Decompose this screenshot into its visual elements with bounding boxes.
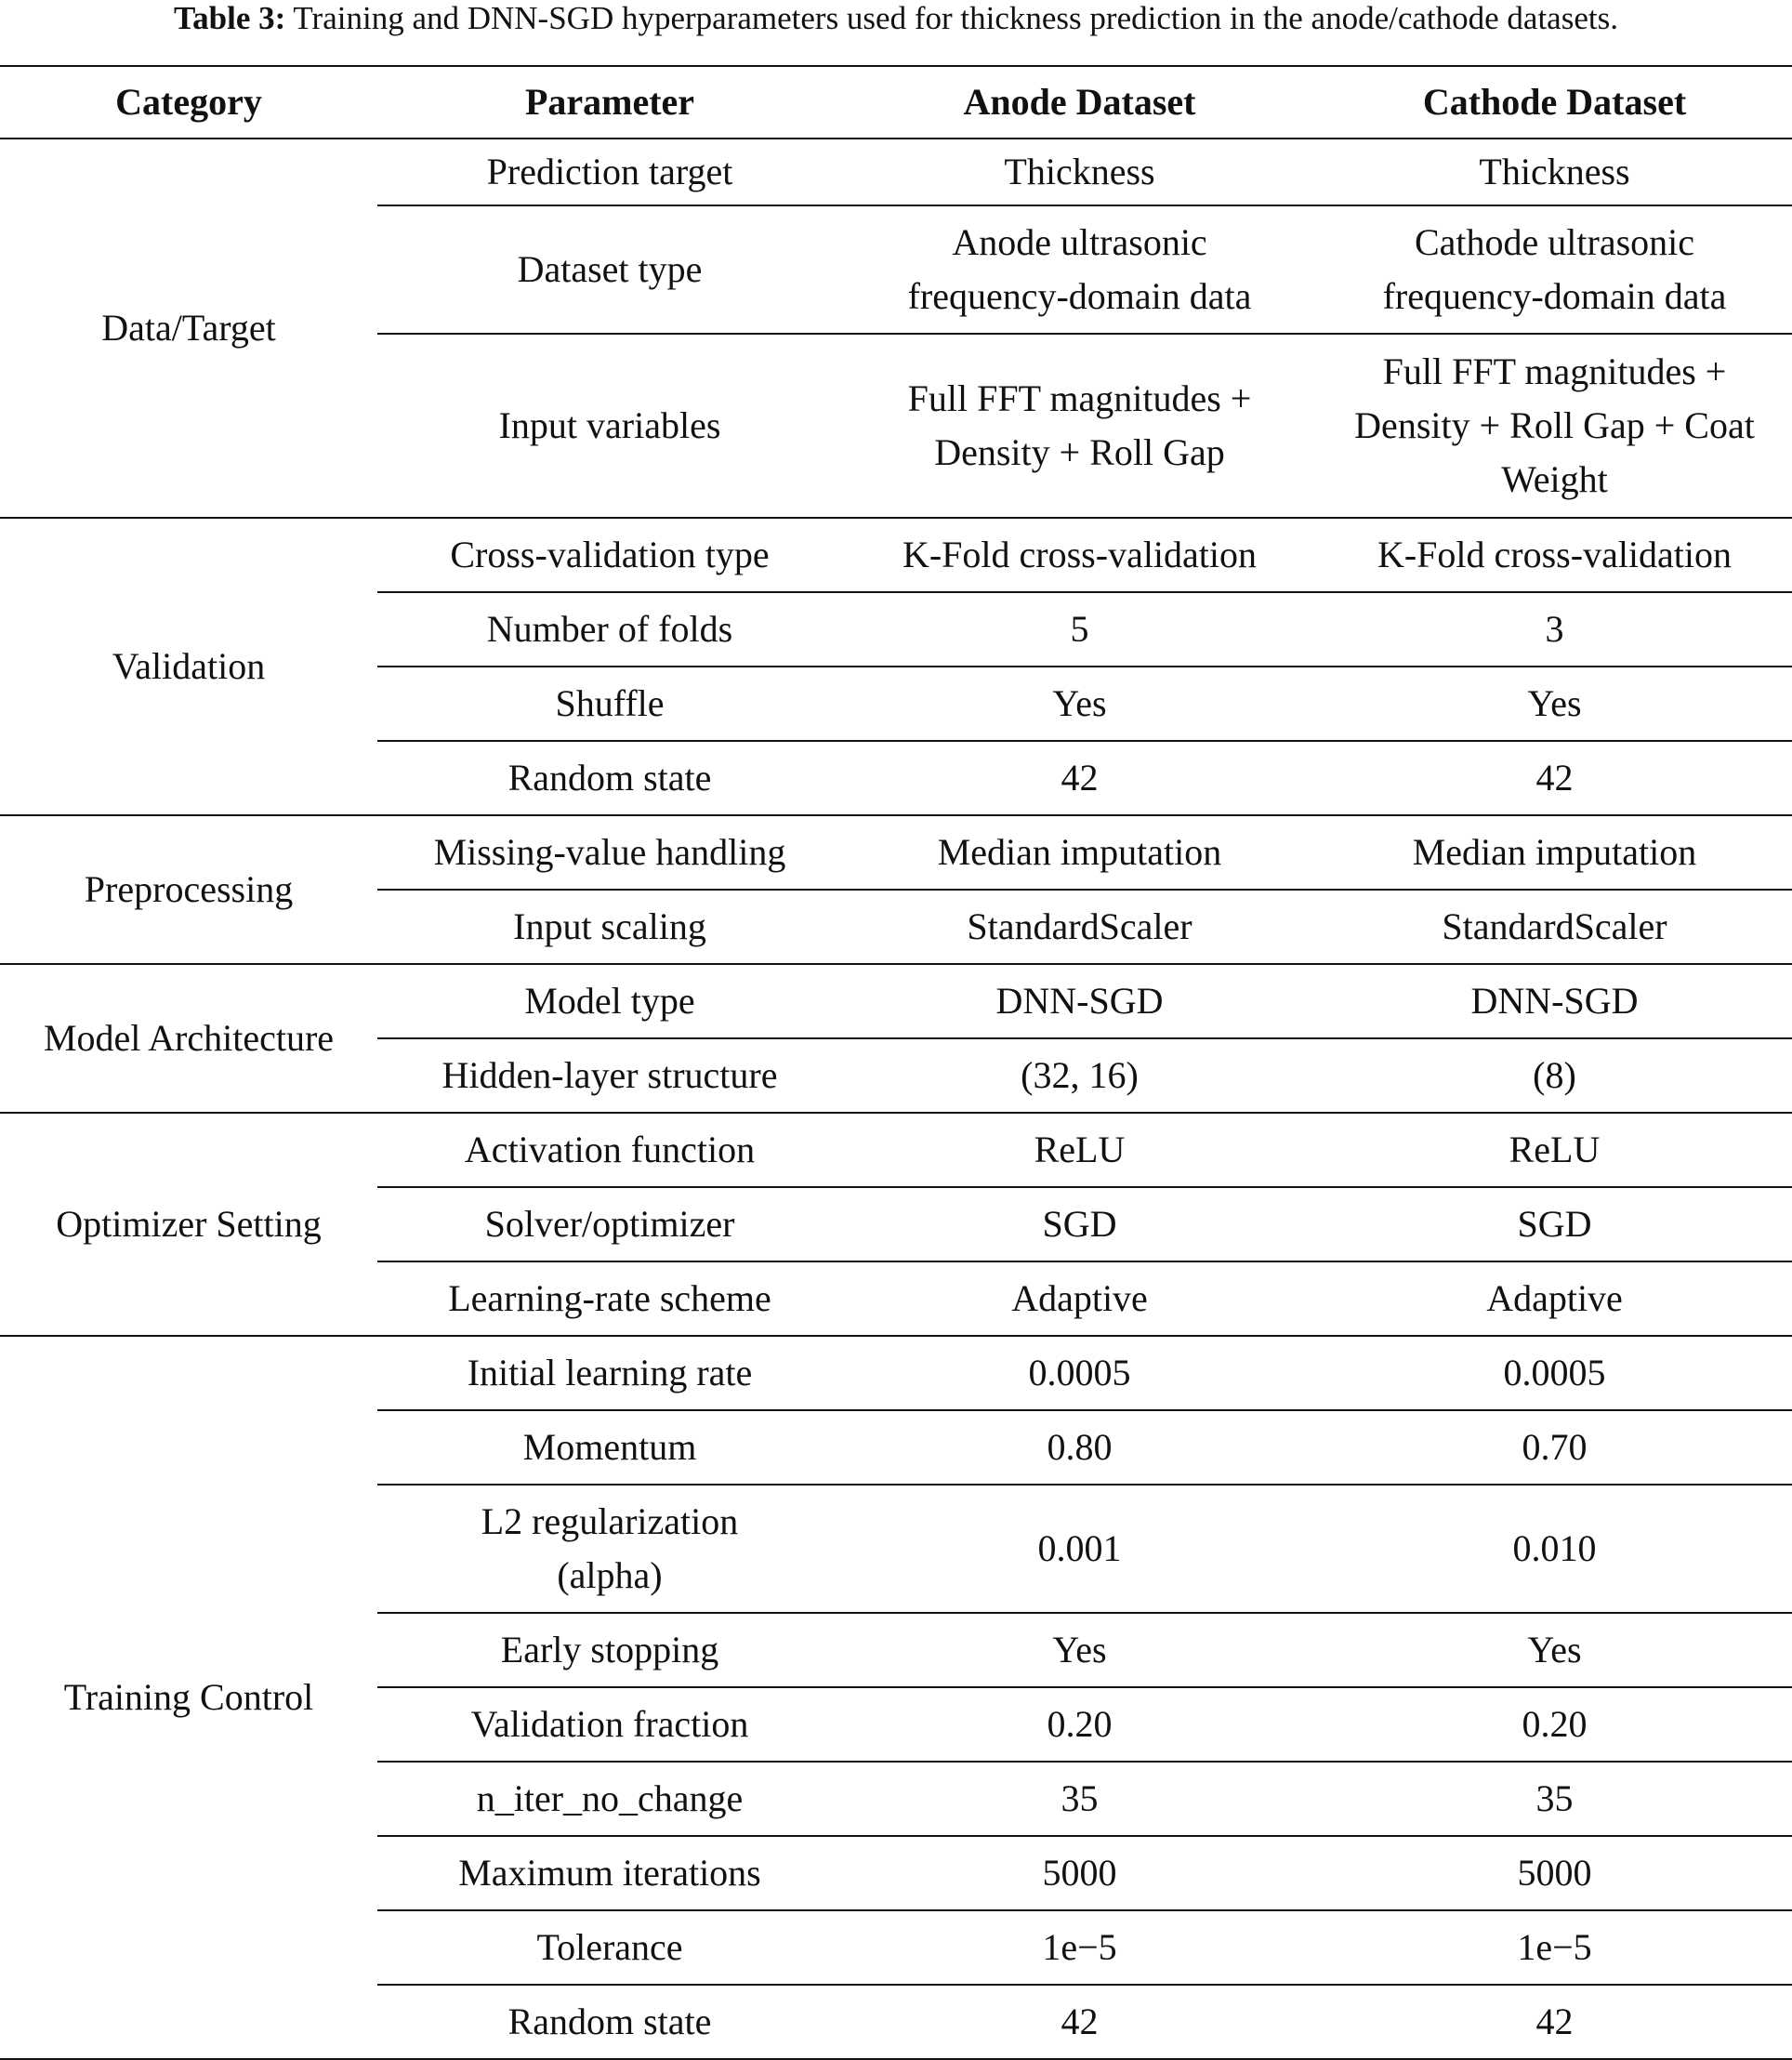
caption-text: Training and DNN-SGD hyperparameters used for thickness prediction in the anode/cathode datasets. [293, 0, 1618, 36]
anode-cell [842, 1113, 1317, 1187]
table-row [0, 964, 1792, 1038]
anode-text: 0.001 [1037, 1527, 1122, 1569]
anode-text: (32, 16) [1021, 1054, 1139, 1096]
parameter-text: L2 regularization (alpha) [481, 1500, 739, 1596]
table-row [0, 1336, 1792, 1410]
cathode-text: 0.0005 [1503, 1352, 1606, 1393]
cathode-text: DNN-SGD [1470, 980, 1639, 1022]
cathode-cell [1317, 1410, 1792, 1485]
anode-text: SGD [1042, 1203, 1117, 1245]
table-caption [0, 0, 1792, 37]
cathode-text: 0.010 [1512, 1527, 1597, 1569]
anode-text: ReLU [1034, 1129, 1126, 1170]
anode-text: Anode ultrasonic frequency-domain data [907, 221, 1252, 317]
cathode-cell [1317, 1485, 1792, 1613]
cathode-text: 5000 [1517, 1852, 1592, 1894]
parameter-text: Hidden-layer structure [441, 1054, 778, 1096]
anode-cell [842, 334, 1317, 518]
parameter-cell [377, 667, 842, 741]
cathode-cell [1317, 890, 1792, 964]
cathode-text: 35 [1535, 1777, 1574, 1819]
anode-cell [842, 1836, 1317, 1910]
parameter-text: Maximum iterations [458, 1852, 761, 1894]
anode-text: 42 [1061, 757, 1099, 799]
cathode-cell [1317, 592, 1792, 667]
parameter-cell [377, 1187, 842, 1261]
parameter-cell [377, 205, 842, 334]
cathode-text: Median imputation [1412, 831, 1697, 873]
header-category: Category [0, 66, 377, 139]
parameter-cell [377, 139, 842, 205]
cathode-cell [1317, 1836, 1792, 1910]
parameter-text: Cross-validation type [450, 534, 770, 575]
cathode-text: 42 [1535, 2001, 1574, 2042]
parameter-text: Initial learning rate [467, 1352, 753, 1393]
parameter-cell [377, 890, 842, 964]
parameter-text: Number of folds [486, 608, 733, 650]
parameter-text: Momentum [522, 1426, 697, 1468]
cathode-cell [1317, 964, 1792, 1038]
anode-cell [842, 1762, 1317, 1836]
anode-text: 35 [1061, 1777, 1099, 1819]
cathode-cell [1317, 1187, 1792, 1261]
parameter-text: Validation fraction [470, 1703, 749, 1745]
cathode-text: Thickness [1479, 151, 1630, 192]
anode-text: 0.20 [1047, 1703, 1113, 1745]
parameter-cell [377, 1985, 842, 2059]
cathode-text: Adaptive [1486, 1277, 1623, 1319]
cathode-text: 0.70 [1522, 1426, 1588, 1468]
anode-text: Median imputation [937, 831, 1222, 873]
anode-text: DNN-SGD [995, 980, 1164, 1022]
header-parameter: Parameter [377, 66, 842, 139]
parameter-cell [377, 592, 842, 667]
table-row [0, 139, 1792, 205]
cathode-cell [1317, 1336, 1792, 1410]
cathode-cell [1317, 518, 1792, 592]
anode-text: Yes [1052, 682, 1107, 724]
category-cell: Data/Target [0, 139, 377, 518]
parameter-text: Activation function [464, 1129, 756, 1170]
category-cell: Validation [0, 518, 377, 815]
parameter-text: n_iter_no_change [476, 1777, 744, 1819]
anode-cell [842, 815, 1317, 890]
cathode-text: K-Fold cross-validation [1377, 534, 1733, 575]
anode-text: 0.0005 [1028, 1352, 1131, 1393]
cathode-text: 42 [1535, 757, 1574, 799]
anode-text: 5 [1070, 608, 1089, 650]
cathode-cell [1317, 1687, 1792, 1762]
header-cathode: Cathode Dataset [1317, 66, 1792, 139]
anode-cell [842, 1187, 1317, 1261]
caption-label: Table 3: [174, 0, 286, 36]
table-header-row [0, 66, 1792, 139]
cathode-text: StandardScaler [1442, 905, 1667, 947]
anode-cell [842, 1613, 1317, 1687]
anode-cell [842, 667, 1317, 741]
parameter-cell [377, 1038, 842, 1113]
parameter-text: Solver/optimizer [484, 1203, 735, 1245]
cathode-text: Yes [1527, 682, 1582, 724]
cathode-text: ReLU [1509, 1129, 1601, 1170]
parameter-text: Random state [507, 2001, 712, 2042]
anode-text: StandardScaler [967, 905, 1192, 947]
parameter-text: Model type [524, 980, 695, 1022]
anode-cell [842, 1261, 1317, 1336]
cathode-text: Yes [1527, 1629, 1582, 1670]
cathode-text: Full FFT magnitudes + Density + Roll Gap + Coat Weight [1354, 350, 1755, 500]
hyperparameter-table [0, 65, 1792, 2060]
category-cell: Preprocessing [0, 815, 377, 964]
parameter-cell [377, 1336, 842, 1410]
anode-text: Full FFT magnitudes + Density + Roll Gap [907, 377, 1252, 473]
table-body [0, 139, 1792, 2059]
category-cell: Optimizer Setting [0, 1113, 377, 1336]
anode-cell [842, 205, 1317, 334]
cathode-cell [1317, 667, 1792, 741]
cathode-text: 3 [1545, 608, 1564, 650]
parameter-cell [377, 741, 842, 815]
parameter-text: Missing-value handling [433, 831, 786, 873]
anode-text: K-Fold cross-validation [902, 534, 1258, 575]
anode-cell [842, 964, 1317, 1038]
anode-text: Yes [1052, 1629, 1107, 1670]
category-cell: Training Control [0, 1336, 377, 2059]
header-anode: Anode Dataset [842, 66, 1317, 139]
parameter-cell [377, 334, 842, 518]
cathode-cell [1317, 1613, 1792, 1687]
cathode-text: 0.20 [1522, 1703, 1588, 1745]
anode-text: 5000 [1042, 1852, 1117, 1894]
anode-cell [842, 1687, 1317, 1762]
parameter-text: Random state [507, 757, 712, 799]
parameter-cell [377, 1910, 842, 1985]
parameter-cell [377, 1410, 842, 1485]
parameter-cell [377, 1836, 842, 1910]
cathode-cell [1317, 1113, 1792, 1187]
parameter-cell [377, 1613, 842, 1687]
cathode-cell [1317, 139, 1792, 205]
parameter-text: Shuffle [555, 682, 665, 724]
anode-text: Thickness [1004, 151, 1155, 192]
parameter-text: Dataset type [517, 248, 703, 290]
anode-cell [842, 592, 1317, 667]
anode-cell [842, 1410, 1317, 1485]
parameter-cell [377, 518, 842, 592]
cathode-cell [1317, 1762, 1792, 1836]
parameter-cell [377, 815, 842, 890]
parameter-cell [377, 964, 842, 1038]
parameter-text: Learning-rate scheme [448, 1277, 771, 1319]
cathode-cell [1317, 205, 1792, 334]
anode-text: 1e−5 [1042, 1926, 1117, 1968]
anode-cell [842, 1985, 1317, 2059]
anode-text: Adaptive [1011, 1277, 1148, 1319]
parameter-cell [377, 1113, 842, 1187]
anode-cell [842, 741, 1317, 815]
cathode-text: 1e−5 [1517, 1926, 1592, 1968]
cathode-cell [1317, 741, 1792, 815]
anode-text: 42 [1061, 2001, 1099, 2042]
parameter-cell [377, 1762, 842, 1836]
parameter-text: Prediction target [486, 151, 733, 192]
parameter-cell [377, 1261, 842, 1336]
anode-cell [842, 1038, 1317, 1113]
cathode-text: Cathode ultrasonic frequency-domain data [1382, 221, 1727, 317]
anode-cell [842, 1485, 1317, 1613]
parameter-cell [377, 1687, 842, 1762]
parameter-text: Tolerance [536, 1926, 683, 1968]
parameter-cell [377, 1485, 842, 1613]
table-row [0, 815, 1792, 890]
cathode-cell [1317, 1038, 1792, 1113]
anode-cell [842, 890, 1317, 964]
category-cell: Model Architecture [0, 964, 377, 1113]
cathode-text: (8) [1533, 1054, 1576, 1096]
anode-cell [842, 518, 1317, 592]
cathode-cell [1317, 1261, 1792, 1336]
anode-cell [842, 1336, 1317, 1410]
cathode-cell [1317, 334, 1792, 518]
parameter-text: Input variables [498, 404, 721, 446]
parameter-text: Input scaling [513, 905, 706, 947]
anode-cell [842, 1910, 1317, 1985]
cathode-cell [1317, 1910, 1792, 1985]
table-row [0, 518, 1792, 592]
parameter-text: Early stopping [500, 1629, 719, 1670]
anode-cell [842, 139, 1317, 205]
cathode-cell [1317, 1985, 1792, 2059]
table-row [0, 1113, 1792, 1187]
cathode-text: SGD [1517, 1203, 1592, 1245]
cathode-cell [1317, 815, 1792, 890]
anode-text: 0.80 [1047, 1426, 1113, 1468]
